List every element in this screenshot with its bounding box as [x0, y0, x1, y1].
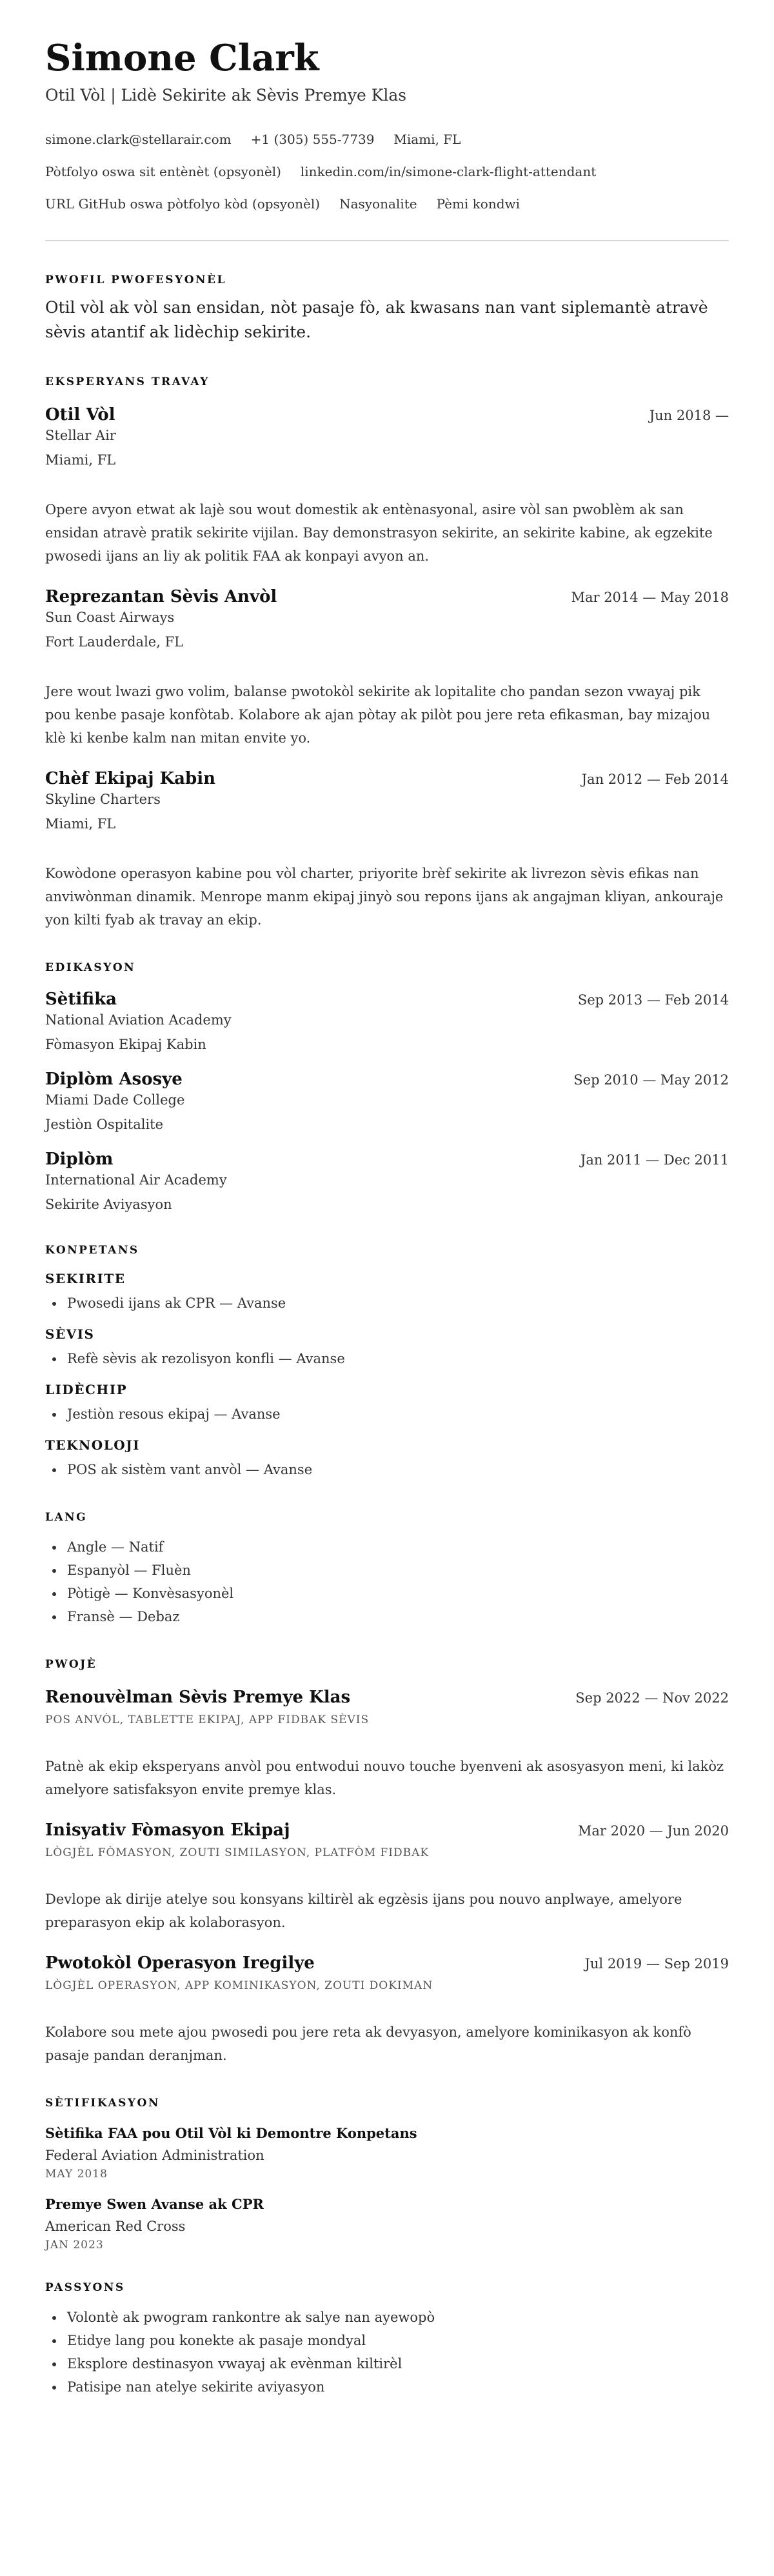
summary-section: [45, 274, 729, 344]
github-link[interactable]: URL GitHub oswa pòtfolyo kòd (opsyonèl): [45, 196, 321, 212]
interest-item: • Eksplore destinasyon vwayaj ak evènman kiltirèl: [64, 2352, 729, 2375]
field-of-study: Fòmasyon Ekipaj Kabin: [45, 1037, 206, 1052]
skill-group: [45, 1437, 729, 1481]
skill-group-title: LIDÈCHIP: [45, 1382, 128, 1397]
job-title: Chèf Ekipaj Kabin: [45, 769, 215, 788]
project-entry: [45, 1819, 729, 1934]
skill-group: [45, 1271, 729, 1315]
candidate-name: Simone Clark: [45, 37, 319, 79]
certification-name: Sètifika FAA pou Otil Vòl ki Demontre Konpetans: [45, 2125, 417, 2141]
contact-row-primary: [45, 130, 729, 148]
interest-list: [45, 2306, 729, 2399]
project-description: Kolabore sou mete ajou pwosedi pou jere reta ak devyasyon, amelyore kominikasyon ak konfò pasaje pandan deranjman.: [45, 2024, 691, 2063]
degree-title: Diplòm Asosye: [45, 1070, 183, 1089]
project-entry-header: [45, 1819, 729, 1841]
certification-issuer: Federal Aviation Administration: [45, 2148, 264, 2163]
experience-entry-header: [45, 404, 729, 426]
languages-heading: LANG: [45, 1511, 88, 1524]
skill-item: • Jestiòn resous ekipaj — Avanse: [64, 1403, 729, 1426]
experience-entry-header: [45, 768, 729, 790]
degree-title: Diplòm: [45, 1150, 114, 1169]
job-location: Miami, FL: [45, 816, 116, 832]
skill-group-title: SÈVIS: [45, 1326, 95, 1342]
degree-title: Sètifika: [45, 990, 117, 1009]
phone-number[interactable]: +1 (305) 555-7739: [250, 132, 375, 147]
contact-row-tertiary: [45, 195, 729, 213]
education-entry-header: [45, 988, 729, 1010]
language-item: • Fransè — Debaz: [64, 1605, 729, 1628]
skill-group: [45, 1326, 729, 1370]
certifications-heading: SÈTIFIKASYON: [45, 2097, 160, 2110]
job-description: Kowòdone operasyon kabine pou vòl charter, priyorite brèf sekirite ak livrezon sèvis efikas nan anviwònman dinamik. Menrope manm ekipaj jinyò sou repons ijans ak angajman kliyan, ankouraje yon kilti fyab ak travay an ekip.: [45, 866, 724, 928]
job-dates: Jan 2012 — Feb 2014: [581, 772, 729, 787]
interest-item: • Volontè ak pwogram rankontre ak salye nan ayewopò: [64, 2306, 729, 2329]
candidate-headline: Otil Vòl | Lidè Sekirite ak Sèvis Premye Klas: [45, 86, 407, 105]
interests-heading: PASSYONS: [45, 2281, 125, 2294]
language-list: [45, 1535, 729, 1628]
project-entry-header: [45, 1952, 729, 1974]
header-divider: [45, 240, 729, 241]
project-title: Inisyativ Fòmasyon Ekipaj: [45, 1821, 290, 1840]
job-location: Fort Lauderdale, FL: [45, 634, 184, 650]
skill-item: • Pwosedi ijans ak CPR — Avanse: [64, 1292, 729, 1315]
certification-date: MAY 2018: [45, 2168, 108, 2181]
email-link[interactable]: simone.clark@stellarair.com: [45, 132, 232, 147]
location-text: Miami, FL: [393, 132, 461, 147]
school-name: International Air Academy: [45, 1172, 227, 1188]
skill-list: [45, 1347, 729, 1370]
language-item: • Espanyòl — Fluèn: [64, 1559, 729, 1582]
skill-item: • POS ak sistèm vant anvòl — Avanse: [64, 1458, 729, 1481]
projects-section: [45, 1658, 729, 2067]
job-title: Otil Vòl: [45, 405, 115, 424]
company-name: Skyline Charters: [45, 792, 161, 807]
education-entry-header: [45, 1148, 729, 1170]
project-tags: LÒGJÈL FÒMASYON, ZOUTI SIMILASYON, PLATFÒM FIDBAK: [45, 1846, 430, 1859]
skills-section: [45, 1244, 729, 1481]
job-description: Jere wout lwazi gwo volim, balanse pwotokòl sekirite ak lopitalite cho pandan sezon vwayaj pik pou kenbe pasaje konfòtab. Kolabore ak ajan pòtay ak pilòt pou jere reta efikasman, bay mizajou klè ki kenbe kalm nan mitan envite yo.: [45, 684, 711, 746]
experience-heading: EKSPERYANS TRAVAY: [45, 375, 210, 388]
education-entry: [45, 1068, 729, 1134]
experience-entry: [45, 404, 729, 568]
project-dates: Mar 2020 — Jun 2020: [577, 1823, 729, 1839]
project-entry: [45, 1686, 729, 1801]
interest-item: • Patisipe nan atelye sekirite aviyasyon: [64, 2375, 729, 2399]
interests-section: [45, 2281, 729, 2399]
project-dates: Jul 2019 — Sep 2019: [584, 1956, 729, 1972]
education-heading: EDIKASYON: [45, 961, 136, 974]
school-name: National Aviation Academy: [45, 1012, 232, 1028]
interest-item: • Etidye lang pou konekte ak pasaje mondyal: [64, 2329, 729, 2352]
nationality-text: Nasyonalite: [339, 196, 417, 212]
projects-heading: PWOJÈ: [45, 1658, 97, 1671]
job-dates: Mar 2014 — May 2018: [571, 590, 729, 605]
project-description: Devlope ak dirije atelye sou konsyans kiltirèl ak egzèsis ijans pou nouvo anplwaye, amelyore preparasyon ekip ak kolaborasyon.: [45, 1892, 682, 1930]
experience-section: [45, 375, 729, 932]
experience-entry: [45, 586, 729, 750]
certification-entry: [45, 2195, 729, 2252]
summary-text: Otil vòl ak vòl san ensidan, nòt pasaje fò, ak kwasans nan vant siplemantè atravè sèvis atantif ak lidèchip sekirite.: [45, 298, 708, 341]
job-description: Opere avyon etwat ak lajè sou wout domestik ak entènasyonal, asire vòl san pwoblèm ak san ensidan atravè pratik sekirite vijilan. Bay demonstrasyon sekirite, an sekirite kabine, ak egzekite pwosedi ijans an liy ak politik FAA ak konpayi avyon an.: [45, 502, 713, 564]
education-dates: Sep 2010 — May 2012: [573, 1072, 729, 1088]
skill-list: [45, 1292, 729, 1315]
portfolio-link[interactable]: Pòtfolyo oswa sit entènèt (opsyonèl): [45, 164, 281, 179]
experience-entry-header: [45, 586, 729, 608]
languages-section: [45, 1511, 729, 1628]
skill-group-title: TEKNOLOJI: [45, 1437, 141, 1453]
certification-issuer: American Red Cross: [45, 2219, 186, 2234]
language-item: • Pòtigè — Konvèsasyonèl: [64, 1582, 729, 1605]
skill-list: [45, 1403, 729, 1426]
education-dates: Sep 2013 — Feb 2014: [577, 992, 729, 1008]
education-entry-header: [45, 1068, 729, 1090]
education-section: [45, 961, 729, 1214]
language-item: • Angle — Natif: [64, 1535, 729, 1559]
contact-row-secondary: [45, 163, 729, 181]
certification-name: Premye Swen Avanse ak CPR: [45, 2196, 264, 2212]
skill-group-title: SEKIRITE: [45, 1271, 126, 1286]
job-title: Reprezantan Sèvis Anvòl: [45, 587, 277, 606]
job-location: Miami, FL: [45, 452, 116, 468]
company-name: Stellar Air: [45, 428, 116, 443]
project-entry-header: [45, 1686, 729, 1708]
skill-item: • Refè sèvis ak rezolisyon konfli — Avanse: [64, 1347, 729, 1370]
certification-date: JAN 2023: [45, 2239, 104, 2252]
project-description: Patnè ak ekip eksperyans anvòl pou entwodui nouvo touche byenveni ak asosyasyon meni, ki lakòz amelyore satisfaksyon envite premye klas.: [45, 1759, 724, 1797]
project-tags: POS ANVÒL, TABLETTE EKIPAJ, APP FIDBAK SÈVIS: [45, 1713, 370, 1726]
experience-entry: [45, 768, 729, 932]
project-dates: Sep 2022 — Nov 2022: [575, 1690, 729, 1706]
company-name: Sun Coast Airways: [45, 610, 175, 625]
project-entry: [45, 1952, 729, 2067]
skill-list: [45, 1458, 729, 1481]
field-of-study: Sekirite Aviyasyon: [45, 1197, 172, 1212]
job-dates: Jun 2018 —: [649, 408, 729, 423]
school-name: Miami Dade College: [45, 1092, 185, 1108]
resume-header: [45, 36, 729, 213]
project-title: Renouvèlman Sèvis Premye Klas: [45, 1688, 351, 1707]
certifications-section: [45, 2097, 729, 2252]
skill-group: [45, 1382, 729, 1426]
project-tags: LÒGJÈL OPERASYON, APP KOMINIKASYON, ZOUTI DOKIMAN: [45, 1979, 433, 1992]
education-entry: [45, 988, 729, 1054]
certification-entry: [45, 2124, 729, 2181]
license-text: Pèmi kondwi: [436, 196, 521, 212]
education-entry: [45, 1148, 729, 1214]
project-title: Pwotokòl Operasyon Iregilye: [45, 1953, 315, 1973]
summary-heading: PWOFIL PWOFESYONÈL: [45, 274, 226, 286]
education-dates: Jan 2011 — Dec 2011: [580, 1152, 729, 1168]
linkedin-link[interactable]: linkedin.com/in/simone-clark-flight-attendant: [300, 164, 597, 179]
skills-heading: KONPETANS: [45, 1244, 139, 1257]
field-of-study: Jestiòn Ospitalite: [45, 1117, 164, 1132]
